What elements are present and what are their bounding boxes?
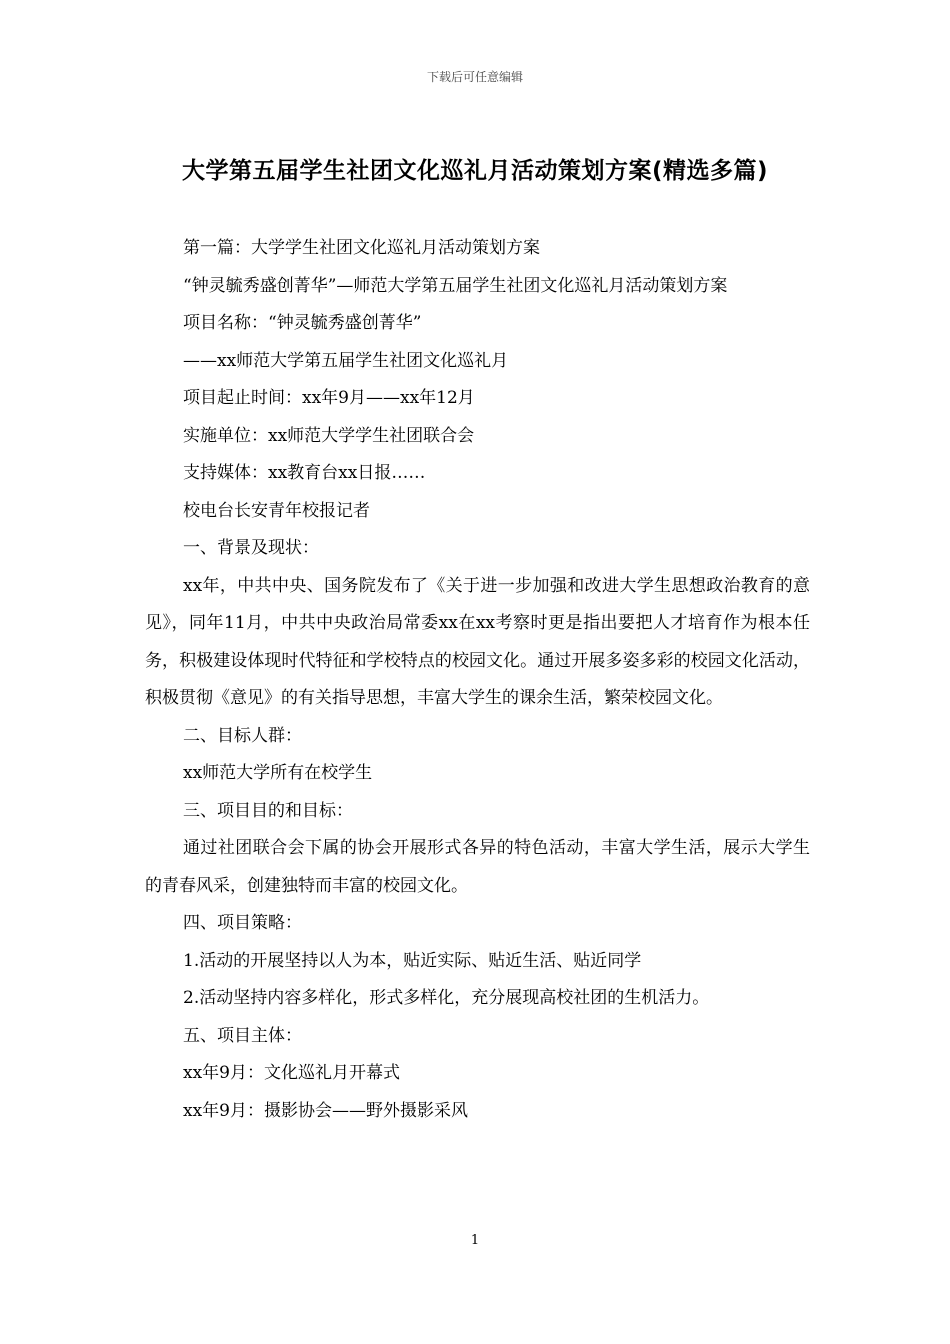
paragraph: 实施单位：xx师范大学学生社团联合会 <box>183 425 475 446</box>
paragraph: xx师范大学所有在校学生 <box>183 763 373 783</box>
paragraph: 第一篇：大学学生社团文化巡礼月活动策划方案 <box>183 238 540 258</box>
page-number: 1 <box>470 1233 480 1248</box>
schedule-item: xx年9月：文化巡礼月开幕式 <box>183 1063 400 1083</box>
document-body <box>145 230 810 1130</box>
document-title: 大学第五届学生社团文化巡礼月活动策划方案(精选多篇) <box>181 158 769 184</box>
paragraph: 校电台长安青年校报记者 <box>183 500 370 521</box>
paragraph: 支持媒体：xx教育台xx日报…… <box>183 463 426 483</box>
list-item: 1.活动的开展坚持以人为本，贴近实际、贴近生活、贴近同学 <box>183 950 642 971</box>
paragraph: 项目名称：“钟灵毓秀盛创菁华” <box>183 313 422 333</box>
section-heading: 三、项目目的和目标： <box>183 800 353 821</box>
page-header-note: 下载后可任意编辑 <box>426 70 523 84</box>
paragraph: 通过社团联合会下属的协会开展形式各异的特色活动，丰富大学生活，展示大学生的青春风采，创建独特而丰富的校园文化。 <box>145 838 810 896</box>
schedule-item: xx年9月：摄影协会——野外摄影采风 <box>183 1100 468 1121</box>
list-item: 2.活动坚持内容多样化，形式多样化，充分展现高校社团的生机活力。 <box>183 988 710 1008</box>
paragraph: “钟灵毓秀盛创菁华”—师范大学第五届学生社团文化巡礼月活动策划方案 <box>183 275 728 296</box>
section-heading: 一、背景及现状： <box>183 538 319 558</box>
paragraph: 项目起止时间：xx年9月——xx年12月 <box>183 388 475 408</box>
paragraph: xx年，中共中央、国务院发布了《关于进一步加强和改进大学生思想政治教育的意见》，同年11月，中共中央政治局常委xx在xx考察时更是指出要把人才培育作为根本任务，积极建设体现时代特征和学校特点的校园文化。通过开展多姿多彩的校园文化活动，积极贯彻《意见》的有关指导思想，丰富大学生的课余生活，繁荣校园文化。 <box>145 575 810 708</box>
section-heading: 二、目标人群： <box>183 725 302 746</box>
section-heading: 五、项目主体： <box>183 1025 302 1046</box>
paragraph: ——xx师范大学第五届学生社团文化巡礼月 <box>183 350 509 371</box>
section-heading: 四、项目策略： <box>183 913 302 933</box>
